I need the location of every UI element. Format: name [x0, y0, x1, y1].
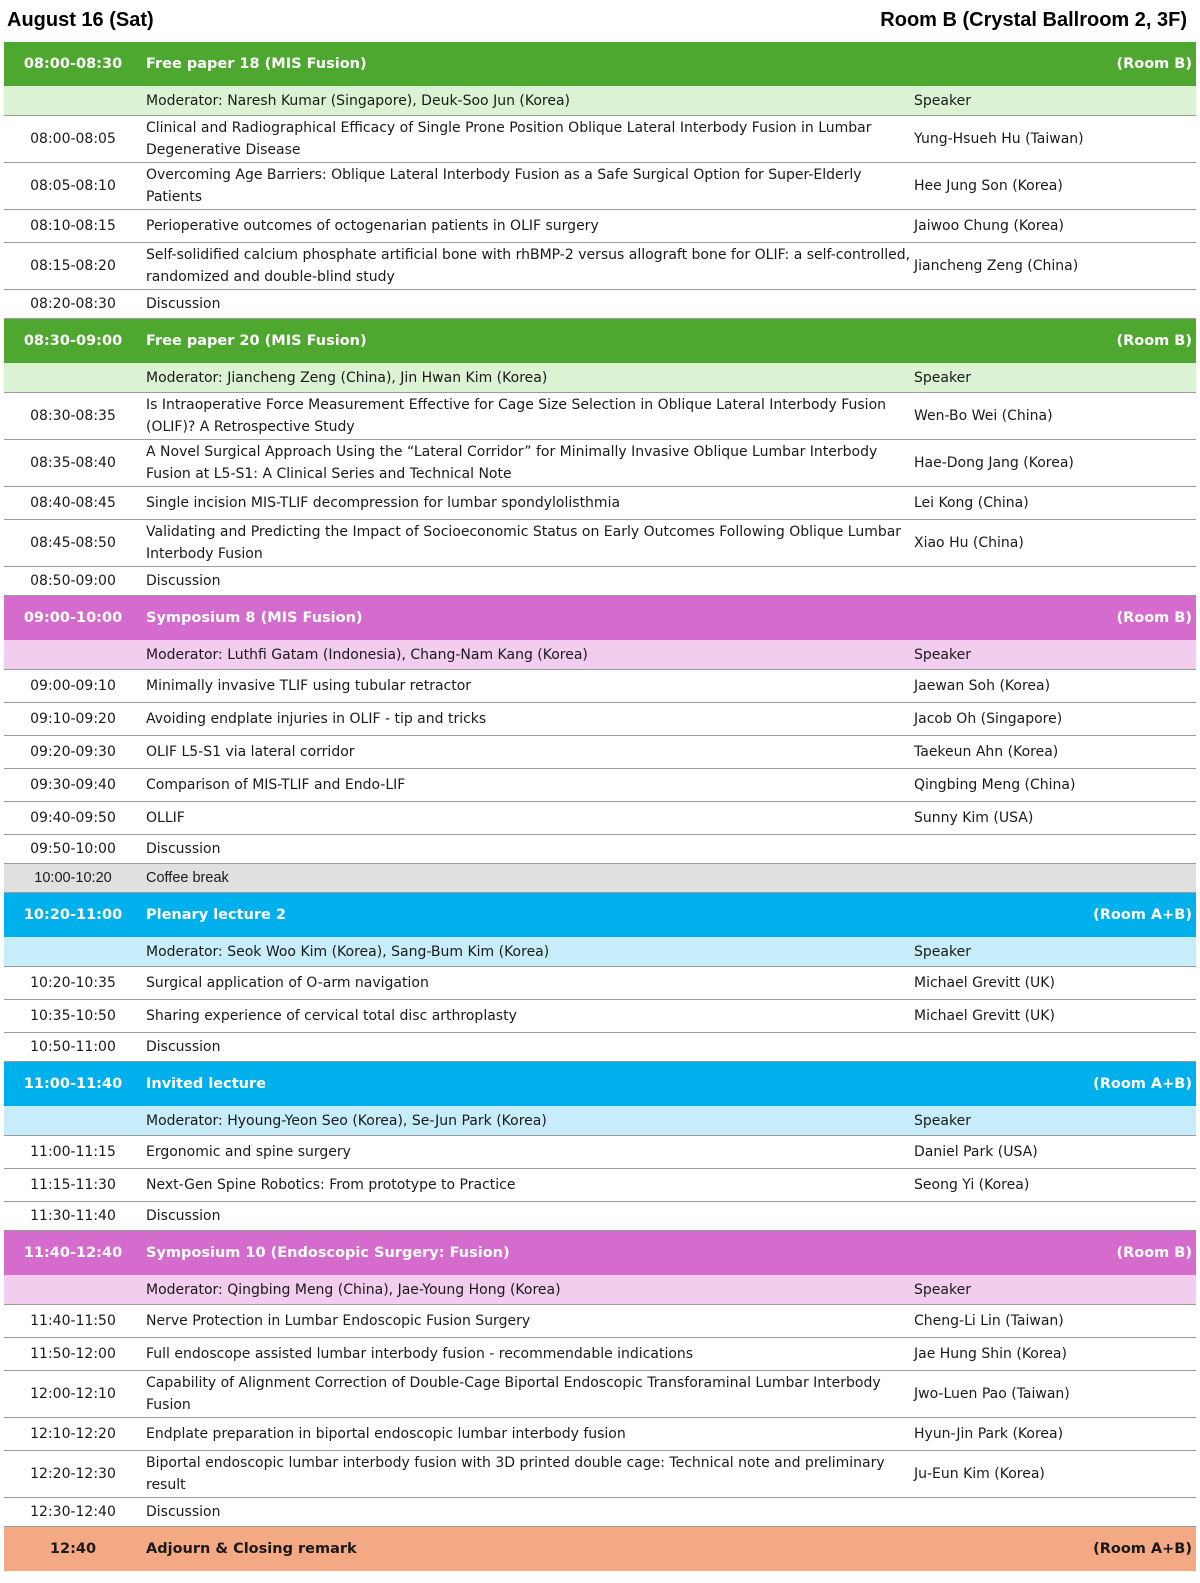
moderator-row [4, 640, 1196, 670]
talk-speaker: Jaiwoo Chung (Korea) [914, 218, 1064, 234]
session-room: (Room B) [1116, 1245, 1192, 1261]
talk-row [4, 1371, 1196, 1418]
talk-time: 09:40-09:50 [30, 810, 116, 826]
session-header [4, 1062, 1196, 1106]
talk-title: OLIF L5-S1 via lateral corridor [146, 744, 355, 760]
moderator-names: Moderator: Hyoung-Yeon Seo (Korea), Se-Jun Park (Korea) [146, 1112, 547, 1129]
talk-time: 08:30-08:35 [30, 408, 116, 424]
moderator-row [4, 1106, 1196, 1136]
talk-time: 11:15-11:30 [30, 1177, 116, 1193]
talk-speaker: Qingbing Meng (China) [914, 777, 1076, 793]
session-title: Symposium 10 (Endoscopic Surgery: Fusion) [146, 1245, 510, 1261]
talk-time: 08:15-08:20 [30, 258, 116, 274]
talk-row [4, 736, 1196, 769]
talk-title: Surgical application of O-arm navigation [146, 975, 429, 991]
discussion-time: 11:30-11:40 [30, 1208, 116, 1224]
talk-title: A Novel Surgical Approach Using the “Lateral Corridor” for Minimally Invasive Oblique Lumbar Interbody Fusion at L5-S1: A Clinical Series and Technical Note [146, 444, 878, 482]
talk-title: Overcoming Age Barriers: Oblique Lateral Interbody Fusion as a Safe Surgical Option for Super-Elderly Patients [146, 167, 862, 205]
talk-title: Full endoscope assisted lumbar interbody fusion - recommendable indications [146, 1346, 694, 1362]
session-title: Symposium 8 (MIS Fusion) [146, 610, 363, 626]
moderator-names: Moderator: Qingbing Meng (China), Jae-Young Hong (Korea) [146, 1281, 561, 1298]
discussion-time: 10:50-11:00 [30, 1039, 116, 1055]
session-header [4, 893, 1196, 937]
talk-title: Capability of Alignment Correction of Double-Cage Biportal Endoscopic Transforaminal Lumbar Interbody Fusion [146, 1375, 881, 1413]
talk-row [4, 1338, 1196, 1371]
session-header [4, 1231, 1196, 1275]
talk-time: 11:00-11:15 [30, 1144, 116, 1160]
talk-title: Clinical and Radiographical Efficacy of Single Prone Position Oblique Lateral Interbody Fusion in Lumbar Degenerative Disease [146, 120, 872, 158]
talk-row [4, 393, 1196, 440]
talk-speaker: Hee Jung Son (Korea) [914, 178, 1063, 194]
talk-row [4, 1451, 1196, 1498]
talk-time: 11:40-11:50 [30, 1313, 116, 1329]
discussion-label: Discussion [146, 1504, 221, 1520]
talk-time: 08:00-08:05 [30, 131, 116, 147]
talk-speaker: Lei Kong (China) [914, 495, 1029, 511]
talk-time: 08:35-08:40 [30, 455, 116, 471]
session-title: Adjourn & Closing remark [146, 1541, 357, 1557]
session-title: Invited lecture [146, 1076, 266, 1092]
moderator-row [4, 86, 1196, 116]
speaker-column-label: Speaker [914, 646, 971, 663]
page-header [0, 0, 1200, 40]
talk-time: 11:50-12:00 [30, 1346, 116, 1362]
talk-title: Self-solidified calcium phosphate artificial bone with rhBMP-2 versus allograft bone for OLIF: a self-controlled, randomized and double-blind study [146, 247, 911, 285]
session-time: 12:40 [49, 1541, 97, 1557]
talk-row [4, 1418, 1196, 1451]
talk-speaker: Taekeun Ahn (Korea) [914, 744, 1059, 760]
discussion-row [4, 1202, 1196, 1231]
talk-speaker: Michael Grevitt (UK) [914, 1008, 1055, 1024]
talk-speaker: Jiancheng Zeng (China) [914, 258, 1079, 274]
session-title: Free paper 18 (MIS Fusion) [146, 56, 367, 72]
moderator-row [4, 937, 1196, 967]
speaker-column-label: Speaker [914, 92, 971, 109]
discussion-label: Discussion [146, 296, 221, 312]
talk-title: OLLIF [146, 810, 185, 826]
talk-row [4, 520, 1196, 567]
talk-speaker: Michael Grevitt (UK) [914, 975, 1055, 991]
talk-row [4, 670, 1196, 703]
talk-time: 08:10-08:15 [30, 218, 116, 234]
talk-title: Nerve Protection in Lumbar Endoscopic Fusion Surgery [146, 1313, 531, 1329]
talk-speaker: Jwo-Luen Pao (Taiwan) [914, 1386, 1070, 1402]
talk-speaker: Wen-Bo Wei (China) [914, 408, 1053, 424]
talk-speaker: Yung-Hsueh Hu (Taiwan) [914, 131, 1084, 147]
talk-row [4, 967, 1196, 1000]
talk-title: Endplate preparation in biportal endoscopic lumbar interbody fusion [146, 1426, 626, 1442]
talk-title: Is Intraoperative Force Measurement Effective for Cage Size Selection in Oblique Lateral Interbody Fusion (OLIF)? A Retrospective Study [146, 397, 887, 435]
talk-speaker: Jacob Oh (Singapore) [914, 711, 1063, 727]
talk-time: 12:00-12:10 [30, 1386, 116, 1402]
speaker-column-label: Speaker [914, 943, 971, 960]
talk-time: 10:20-10:35 [30, 975, 116, 991]
session-room: (Room A+B) [1093, 1541, 1192, 1557]
break-time: 10:00-10:20 [34, 870, 112, 886]
talk-speaker: Cheng-Li Lin (Taiwan) [914, 1313, 1064, 1329]
discussion-label: Discussion [146, 841, 221, 857]
session-title: Plenary lecture 2 [146, 907, 286, 923]
moderator-row [4, 363, 1196, 393]
talk-row [4, 1000, 1196, 1033]
discussion-label: Discussion [146, 1208, 221, 1224]
talk-time: 08:05-08:10 [30, 178, 116, 194]
talk-time: 08:40-08:45 [30, 495, 116, 511]
discussion-row [4, 835, 1196, 864]
talk-time: 09:00-09:10 [30, 678, 116, 694]
speaker-column-label: Speaker [914, 1112, 971, 1129]
talk-row [4, 116, 1196, 163]
moderator-names: Moderator: Seok Woo Kim (Korea), Sang-Bum Kim (Korea) [146, 943, 550, 960]
discussion-time: 12:30-12:40 [30, 1504, 116, 1520]
talk-speaker: Ju-Eun Kim (Korea) [914, 1466, 1045, 1482]
talk-time: 09:20-09:30 [30, 744, 116, 760]
session-time: 08:00-08:30 [23, 56, 123, 72]
session-header [4, 319, 1196, 363]
session-title: Free paper 20 (MIS Fusion) [146, 333, 367, 349]
talk-time: 08:45-08:50 [30, 535, 116, 551]
talk-row [4, 1305, 1196, 1338]
session-room: (Room A+B) [1093, 907, 1192, 923]
talk-speaker: Xiao Hu (China) [914, 535, 1024, 551]
talk-time: 09:30-09:40 [30, 777, 116, 793]
talk-row [4, 703, 1196, 736]
talk-title: Validating and Predicting the Impact of Socioeconomic Status on Early Outcomes Following Oblique Lumbar Interbody Fusion [146, 524, 902, 562]
discussion-label: Discussion [146, 1039, 221, 1055]
discussion-label: Discussion [146, 573, 221, 589]
session-room: (Room A+B) [1093, 1076, 1192, 1092]
talk-time: 10:35-10:50 [30, 1008, 116, 1024]
session-time: 08:30-09:00 [23, 333, 123, 349]
discussion-row [4, 1498, 1196, 1527]
break-title: Coffee break [146, 870, 229, 886]
discussion-time: 08:20-08:30 [30, 296, 116, 312]
talk-row [4, 210, 1196, 243]
talk-time: 09:10-09:20 [30, 711, 116, 727]
moderator-row [4, 1275, 1196, 1305]
coffee-break-row [4, 864, 1196, 893]
session-time: 09:00-10:00 [23, 610, 123, 626]
talk-speaker: Hae-Dong Jang (Korea) [914, 455, 1074, 471]
session-room: (Room B) [1116, 56, 1192, 72]
talk-row [4, 1169, 1196, 1202]
talk-row [4, 243, 1196, 290]
discussion-row [4, 1033, 1196, 1062]
talk-speaker: Jaewan Soh (Korea) [914, 678, 1051, 694]
talk-title: Comparison of MIS-TLIF and Endo-LIF [146, 777, 406, 793]
talk-title: Avoiding endplate injuries in OLIF - tip and tricks [146, 711, 487, 727]
talk-row [4, 440, 1196, 487]
session-header [4, 596, 1196, 640]
talk-speaker: Jae Hung Shin (Korea) [914, 1346, 1067, 1362]
discussion-row [4, 567, 1196, 596]
discussion-row [4, 290, 1196, 319]
talk-row [4, 163, 1196, 210]
discussion-time: 09:50-10:00 [30, 841, 116, 857]
room-name: Room B (Crystal Ballroom 2, 3F) [880, 9, 1187, 31]
moderator-names: Moderator: Jiancheng Zeng (China), Jin Hwan Kim (Korea) [146, 369, 548, 386]
talk-time: 12:10-12:20 [30, 1426, 116, 1442]
session-header [4, 42, 1196, 86]
session-time: 10:20-11:00 [23, 907, 123, 923]
speaker-column-label: Speaker [914, 1281, 971, 1298]
session-time: 11:40-12:40 [23, 1245, 123, 1261]
talk-speaker: Sunny Kim (USA) [914, 810, 1034, 826]
discussion-time: 08:50-09:00 [30, 573, 116, 589]
talk-speaker: Hyun-Jin Park (Korea) [914, 1426, 1064, 1442]
schedule-table [4, 42, 1196, 1571]
talk-title: Perioperative outcomes of octogenarian patients in OLIF surgery [146, 218, 599, 234]
talk-title: Sharing experience of cervical total disc arthroplasty [146, 1008, 517, 1024]
schedule-date: August 16 (Sat) [7, 9, 154, 31]
talk-row [4, 1136, 1196, 1169]
talk-title: Next-Gen Spine Robotics: From prototype to Practice [146, 1177, 516, 1193]
moderator-names: Moderator: Naresh Kumar (Singapore), Deuk-Soo Jun (Korea) [146, 92, 571, 109]
session-room: (Room B) [1116, 333, 1192, 349]
talk-title: Single incision MIS-TLIF decompression for lumbar spondylolisthmia [146, 495, 621, 511]
talk-speaker: Daniel Park (USA) [914, 1144, 1038, 1160]
talk-time: 12:20-12:30 [30, 1466, 116, 1482]
talk-speaker: Seong Yi (Korea) [914, 1177, 1030, 1193]
moderator-names: Moderator: Luthfi Gatam (Indonesia), Chang-Nam Kang (Korea) [146, 646, 588, 663]
talk-row [4, 769, 1196, 802]
session-time: 11:00-11:40 [23, 1076, 123, 1092]
talk-title: Ergonomic and spine surgery [146, 1144, 351, 1160]
session-room: (Room B) [1116, 610, 1192, 626]
speaker-column-label: Speaker [914, 369, 971, 386]
talk-row [4, 802, 1196, 835]
talk-row [4, 487, 1196, 520]
talk-title: Biportal endoscopic lumbar interbody fusion with 3D printed double cage: Technical note and preliminary result [146, 1455, 885, 1493]
talk-title: Minimally invasive TLIF using tubular retractor [146, 678, 472, 694]
session-header [4, 1527, 1196, 1571]
